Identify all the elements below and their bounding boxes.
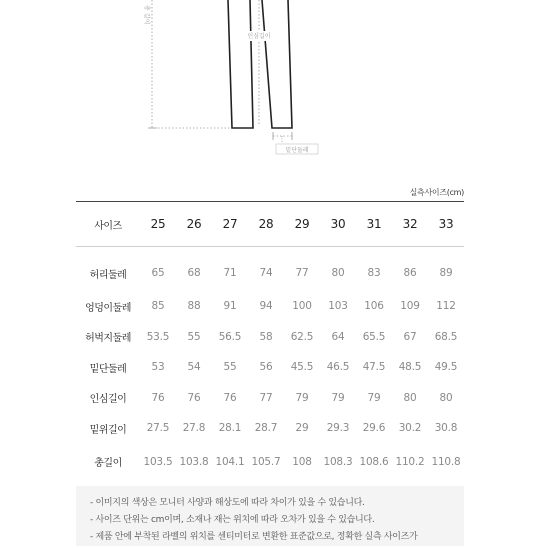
table-cell: 64 <box>331 330 345 343</box>
table-cell: 103 <box>328 300 348 313</box>
row-label: 밑단둘레 <box>89 363 127 375</box>
table-cell: 89 <box>439 267 453 279</box>
note-line: - 사이즈 단위는 cm이며, 소재나 재는 위치에 따라 오차가 있을 수 있습니다. <box>90 515 375 525</box>
table-cell: 29.6 <box>362 422 386 435</box>
table-cell: 71 <box>223 267 237 279</box>
size-table <box>76 201 464 487</box>
table-cell: 86 <box>403 267 417 279</box>
table-cell: 56.5 <box>218 330 242 343</box>
table-cell: 29 <box>295 422 309 435</box>
pants-right-leg <box>262 0 292 128</box>
table-cell: 54 <box>187 361 201 374</box>
table-cell: 110.2 <box>395 455 425 468</box>
table-cell: 68.5 <box>434 330 458 343</box>
table-row <box>76 291 464 322</box>
table-cell: 45.5 <box>290 361 314 374</box>
table-cell: 85 <box>151 300 165 313</box>
table-cell: 104.1 <box>215 455 245 468</box>
table-cell: 103.8 <box>179 455 209 468</box>
size-header-cell: 28 <box>258 217 274 231</box>
table-cell: 108.3 <box>323 455 353 468</box>
table-cell: 74 <box>259 267 273 279</box>
table-cell: 77 <box>259 391 273 404</box>
hem-label: 밑단둘레 <box>285 147 309 154</box>
table-cell: 27.5 <box>146 422 170 435</box>
table-cell: 106 <box>364 300 384 313</box>
table-row <box>76 444 464 487</box>
table-cell: 79 <box>331 391 345 404</box>
size-header-cell: 30 <box>330 217 346 231</box>
table-cell: 55 <box>187 330 201 343</box>
table-cell: 30.8 <box>434 422 458 435</box>
note-line: - 제품 안에 부착된 라벨의 위치를 센티미터로 변환한 표준값으로, 정확한 실측 사이즈가 <box>90 532 418 542</box>
table-cell: 48.5 <box>398 361 422 374</box>
table-cell: 80 <box>331 267 345 279</box>
table-row <box>76 322 464 353</box>
table-cell: 77 <box>295 267 309 279</box>
table-cell: 108.6 <box>359 455 389 468</box>
table-cell: 79 <box>367 391 381 404</box>
table-row <box>76 413 464 444</box>
note-line: - 이미지의 색상은 모니터 사양과 해상도에 따라 차이가 있을 수 있습니다. <box>90 498 365 508</box>
row-label: 인심길이 <box>89 394 127 406</box>
table-cell: 56 <box>259 361 273 374</box>
row-label: 허벅지둘레 <box>85 333 131 345</box>
table-cell: 46.5 <box>326 361 350 374</box>
size-header-label: 사이즈 <box>94 220 122 232</box>
table-cell: 28.1 <box>218 422 242 435</box>
row-label: 총길이 <box>94 458 122 469</box>
table-cell: 109 <box>400 300 420 313</box>
table-cell: 65.5 <box>362 330 386 343</box>
notes-box <box>76 486 464 546</box>
table-cell: 80 <box>439 391 453 404</box>
row-label: 허리둘레 <box>89 269 127 281</box>
size-header-cell: 29 <box>294 217 310 231</box>
table-cell: 53.5 <box>146 330 170 343</box>
table-cell: 91 <box>223 300 237 313</box>
table-cell: 100 <box>292 300 312 313</box>
table-cell: 62.5 <box>290 330 314 343</box>
size-header-cell: 33 <box>438 217 454 231</box>
unit-label: 실측사이즈(cm) <box>409 188 464 197</box>
table-row <box>76 247 464 292</box>
table-row <box>76 352 464 383</box>
table-cell: 28.7 <box>254 422 278 435</box>
table-cell: 65 <box>151 267 165 279</box>
table-cell: 49.5 <box>434 361 458 374</box>
size-header-cell: 31 <box>366 217 382 231</box>
size-header-cell: 26 <box>186 217 202 231</box>
pants-measurement-diagram <box>0 0 540 170</box>
table-cell: 83 <box>367 267 381 279</box>
table-cell: 88 <box>187 300 201 313</box>
table-cell: 105.7 <box>251 455 281 468</box>
table-cell: 80 <box>403 391 417 404</box>
row-label: 밑위길이 <box>89 424 127 436</box>
table-cell: 47.5 <box>362 361 386 374</box>
table-cell: 112 <box>436 300 456 313</box>
table-cell: 76 <box>223 391 237 404</box>
table-cell: 58 <box>259 330 273 343</box>
table-cell: 76 <box>187 391 201 404</box>
inseam-label: 인심길이 <box>247 33 271 40</box>
table-cell: 76 <box>151 391 165 404</box>
table-cell: 103.5 <box>143 455 173 468</box>
size-header-cell: 25 <box>150 217 166 231</box>
table-cell: 29.3 <box>326 422 350 435</box>
size-header-row <box>76 202 464 247</box>
table-cell: 27.8 <box>182 422 206 435</box>
table-cell: 108 <box>292 455 312 468</box>
table-cell: 68 <box>187 267 201 279</box>
table-cell: 94 <box>259 300 273 313</box>
table-cell: 110.8 <box>431 455 461 468</box>
table-cell: 67 <box>403 330 417 343</box>
row-label: 엉덩이둘레 <box>85 302 131 314</box>
table-row <box>76 383 464 414</box>
table-cell: 79 <box>295 391 309 404</box>
size-header-cell: 27 <box>222 217 238 231</box>
table-cell: 30.2 <box>398 422 422 435</box>
table-cell: 53 <box>151 361 165 374</box>
size-header-cell: 32 <box>402 217 418 231</box>
table-cell: 55 <box>223 361 237 374</box>
total-length-label: 총 길이 <box>143 5 150 25</box>
pants-left-leg <box>228 0 253 128</box>
